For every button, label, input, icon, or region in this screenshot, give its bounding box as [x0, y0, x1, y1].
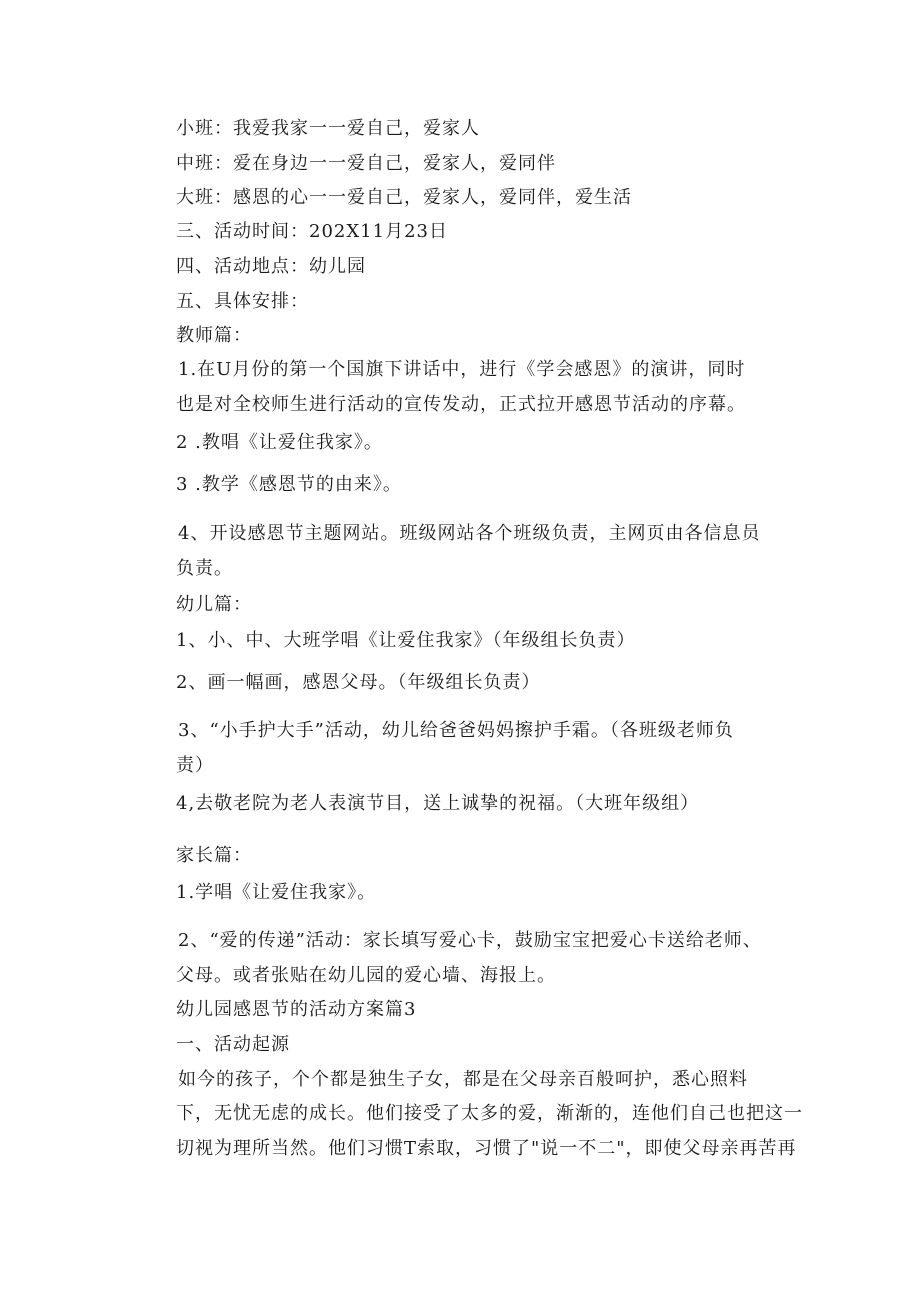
- section-heading: 教师篇：: [176, 325, 252, 346]
- text-line: 切视为理所当然。他们习惯T索取，习惯了"说一不二"，即使父母亲再苦再: [176, 1138, 797, 1159]
- text-line: 父母。或者张贴在幼儿园的爱心墙、海报上。: [176, 965, 556, 986]
- text-line: 2、“爱的传递”活动：家长填写爱心卡，鼓励宝宝把爱心卡送给老师、: [178, 930, 762, 951]
- text-line: 中班：爱在身边一一爱自己，爱家人，爱同伴: [176, 153, 556, 174]
- text-line: 3 .教学《感恩节的由来》。: [176, 474, 402, 495]
- text-line: 下，无忧无虑的成长。他们接受了太多的爱，渐渐的，连他们自己也把这一: [176, 1103, 803, 1124]
- text-line: 四、活动地点：幼儿园: [176, 256, 366, 277]
- text-line: 1.学唱《让爱住我家》。: [176, 882, 377, 903]
- text-line: 大班：感恩的心一一爱自己，爱家人，爱同伴，爱生活: [176, 187, 632, 208]
- text-line: 1.在U月份的第一个国旗下讲话中，进行《学会感恩》的演讲，同时: [178, 359, 746, 380]
- text-line: 三、活动时间：202X11月23日: [176, 221, 448, 242]
- section-title: 幼儿园感恩节的活动方案篇3: [176, 999, 417, 1020]
- text-line: 小班：我爱我家一一爱自己，爱家人: [176, 118, 480, 139]
- text-line: 3、“小手护大手”活动，幼儿给爸爸妈妈擦护手霜。（各班级老师负: [178, 720, 734, 741]
- text-line: 责）: [176, 755, 214, 776]
- section-heading: 一、活动起源: [176, 1034, 290, 1055]
- text-line: 2 .教唱《让爱住我家》。: [176, 432, 383, 453]
- text-line: 负责。: [176, 558, 233, 579]
- text-line: 4、开设感恩节主题网站。班级网站各个班级负责，主网页由各信息员: [178, 523, 761, 544]
- text-line: 1、小、中、大班学唱《让爱住我家》（年级组长负责）: [176, 630, 636, 651]
- text-line: 五、具体安排：: [176, 291, 309, 312]
- text-line: 4,去敬老院为老人表演节目，送上诚挚的祝福。（大班年级组）: [176, 793, 700, 814]
- text-line: 2、画一幅画，感恩父母。（年级组长负责）: [176, 672, 541, 693]
- text-line: 也是对全校师生进行活动的宣传发动，正式拉开感恩节活动的序幕。: [176, 394, 746, 415]
- text-line: 如今的孩子，个个都是独生子女，都是在父母亲百般呵护，悉心照料: [178, 1069, 748, 1090]
- section-heading: 幼儿篇：: [176, 594, 252, 615]
- section-heading: 家长篇：: [176, 845, 252, 866]
